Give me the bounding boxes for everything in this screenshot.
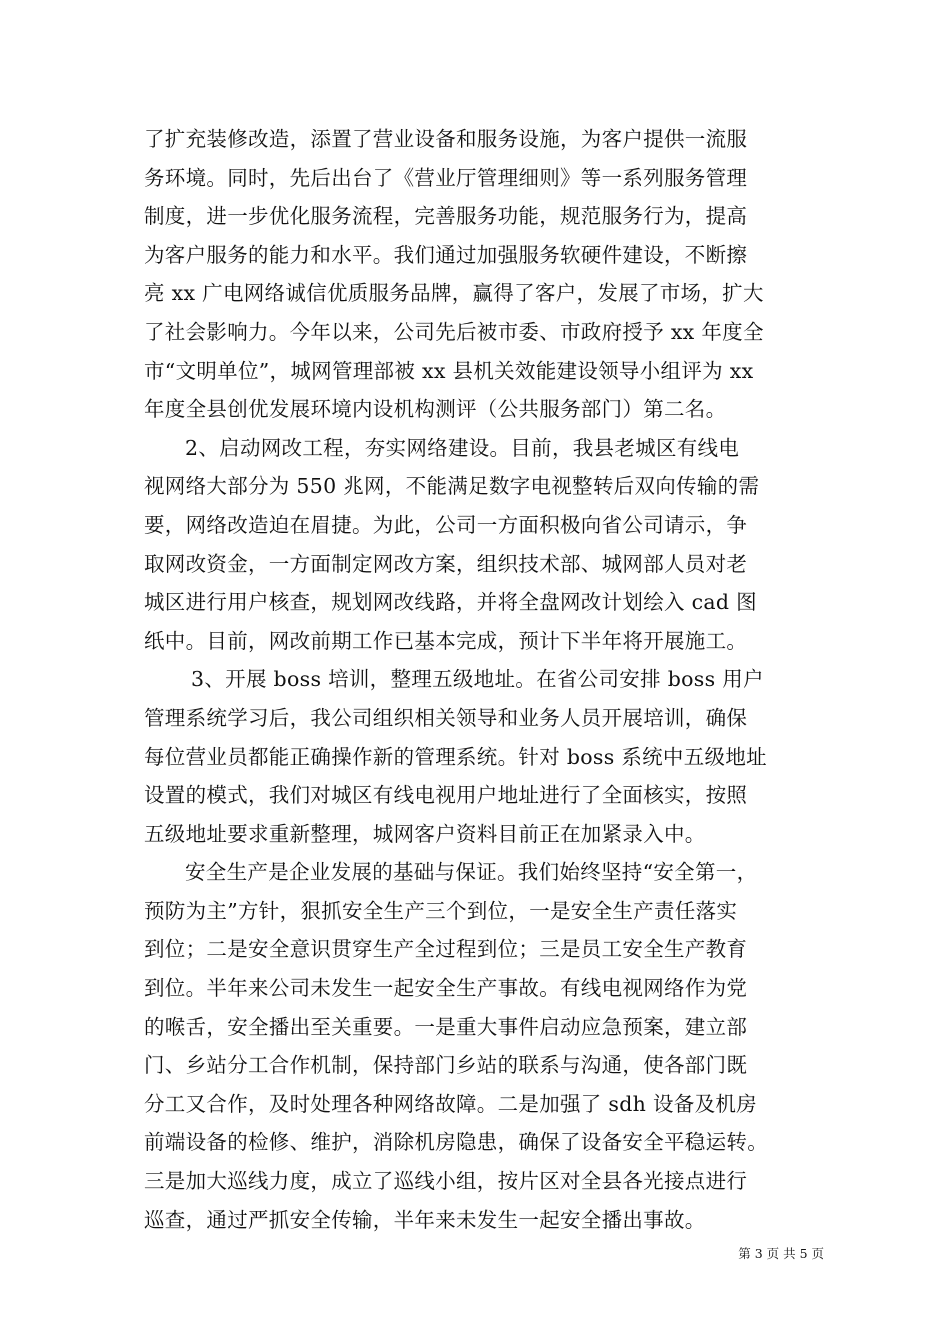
text-line: 门、乡站分工合作机制，保持部门乡站的联系与沟通，使各部门既 xyxy=(144,1053,748,1078)
document-body xyxy=(144,120,834,1239)
text-line: 到位。半年来公司未发生一起安全生产事故。有线电视网络作为党 xyxy=(144,976,748,1001)
text-line: 务环境。同时，先后出台了《营业厅管理细则》等一系列服务管理 xyxy=(144,165,748,190)
text-line: 到位；二是安全意识贯穿生产全过程到位；三是员工安全生产教育 xyxy=(144,937,748,962)
text-line: 设置的模式，我们对城区有线电视用户地址进行了全面核实，按照 xyxy=(144,783,748,808)
text-line: 为客户服务的能力和水平。我们通过加强服务软硬件建设，不断擦 xyxy=(144,242,748,267)
text-line: 分工又合作，及时处理各种网络故障。二是加强了 sdh 设备及机房 xyxy=(144,1091,757,1116)
text-line: 巡查，通过严抓安全传输，半年来未发生一起安全播出事故。 xyxy=(144,1207,706,1232)
text-line: 三是加大巡线力度，成立了巡线小组，按片区对全县各光接点进行 xyxy=(144,1169,748,1194)
text-line: 要，网络改造迫在眉捷。为此，公司一方面积极向省公司请示，争 xyxy=(144,512,748,537)
paragraph-start-line: 3、开展 boss 培训，整理五级地址。在省公司安排 boss 用户 xyxy=(191,667,764,692)
text-line: 年度全县创优发展环境内设机构测评（公共服务部门）第二名。 xyxy=(144,397,727,422)
text-line: 制度，进一步优化服务流程，完善服务功能，规范服务行为，提高 xyxy=(144,204,748,229)
text-line: 市“文明单位”，城网管理部被 xx 县机关效能建设领导小组评为 xx xyxy=(144,358,754,383)
text-line: 了扩充装修改造，添置了营业设备和服务设施，为客户提供一流服 xyxy=(144,127,748,151)
text-line: 管理系统学习后，我公司组织相关领导和业务人员开展培训，确保 xyxy=(144,705,748,730)
text-line: 亮 xx 广电网络诚信优质服务品牌，赢得了客户，发展了市场，扩大 xyxy=(144,281,764,306)
paragraph-start-line: 2、启动网改工程，夯实网络建设。目前，我县老城区有线电 xyxy=(185,435,740,460)
text-line: 每位营业员都能正确操作新的管理系统。针对 boss 系统中五级地址 xyxy=(144,744,767,769)
text-line: 的喉舌，安全播出至关重要。一是重大事件启动应急预案，建立部 xyxy=(144,1014,748,1039)
paragraph-start-line: 安全生产是企业发展的基础与保证。我们始终坚持“安全第一， xyxy=(185,860,758,885)
text-line: 视网络大部分为 550 兆网，不能满足数字电视整转后双向传输的需 xyxy=(144,474,760,499)
text-line: 五级地址要求重新整理，城网客户资料目前正在加紧录入中。 xyxy=(144,821,706,846)
text-line: 城区进行用户核查，规划网改线路，并将全盘网改计划绘入 cad 图 xyxy=(144,590,757,615)
text-line: 前端设备的检修、维护，消除机房隐患，确保了设备安全平稳运转。 xyxy=(144,1130,768,1155)
text-line: 取网改资金，一方面制定网改方案，组织技术部、城网部人员对老 xyxy=(144,551,748,576)
text-line: 纸中。目前，网改前期工作已基本完成，预计下半年将开展施工。 xyxy=(144,628,748,653)
text-line: 了社会影响力。今年以来，公司先后被市委、市政府授予 xx 年度全 xyxy=(144,319,764,344)
text-line: 预防为主”方针，狠抓安全生产三个到位，一是安全生产责任落实 xyxy=(144,898,738,923)
page-number-footer: 第 3 页 共 5 页 xyxy=(738,1246,824,1261)
